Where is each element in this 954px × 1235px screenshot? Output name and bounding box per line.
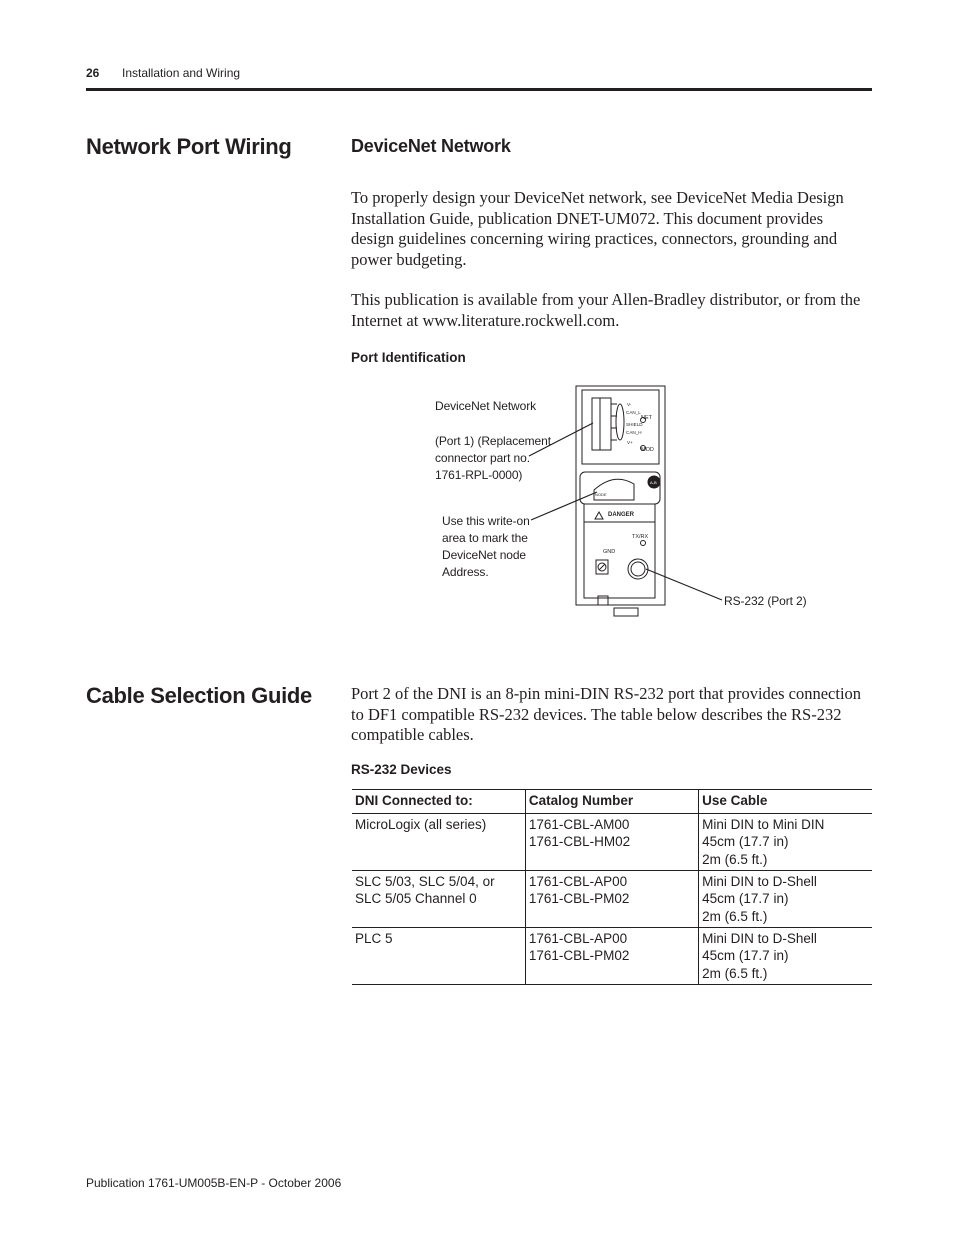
label-can-l: CAN_L [626,410,641,415]
running-header: Installation and Wiring [122,66,241,80]
port-identification-title: Port Identification [351,350,466,365]
label-gnd: GND [603,549,616,555]
cell-line: 1761-CBL-AP00 [528,873,628,889]
label-mod: MOD [641,447,654,453]
table-row [352,927,872,984]
callout-devicenet-network: DeviceNet Network [435,399,536,413]
label-danger: DANGER [608,512,635,518]
label-shield: SHIELD [626,422,643,427]
label-logo: A-B [650,480,657,485]
cell-device [352,927,525,984]
cell-line: 2m (6.5 ft.) [702,908,768,924]
cell-line: 45cm (17.7 in) [702,834,789,849]
table-row [352,813,872,870]
rs232-cable-table [352,789,872,985]
cell-cable [699,813,872,870]
leader-rs232 [646,569,722,600]
column-header-dni: DNI Connected to: [352,790,525,814]
devicenet-paragraph-2: This publication is available from your Allen-Bradley distributor, or from the Internet at www.literature.rockwell.com. [351,290,861,330]
cell-line: 1761-CBL-PM02 [528,948,630,963]
publication-footer: Publication 1761-UM005B-EN-P - October 2006 [86,1176,342,1190]
cell-device [352,813,525,870]
callout-write-on-line: area to mark the [442,531,528,545]
din-clip [614,608,638,616]
label-net: NET [641,415,652,421]
callout-port1-line: connector part no. [435,451,530,465]
cell-catalog [525,813,698,870]
cell-line: Mini DIN to Mini DIN [702,816,825,832]
cell-catalog [525,927,698,984]
cell-line: PLC 5 [355,930,393,946]
network-port-wiring-heading: Network Port Wiring [86,134,292,159]
callout-write-on-line: Address. [442,565,489,579]
cable-selection-guide-heading: Cable Selection Guide [86,683,312,708]
cell-line: 1761-CBL-AM00 [528,816,630,832]
callout-write-on-line: DeviceNet node [442,548,526,562]
cell-line: Mini DIN to D-Shell [702,930,817,946]
dni-module-illustration [520,380,730,630]
rs232-devices-title: RS-232 Devices [351,762,452,777]
devicenet-paragraph-1: To properly design your DeviceNet network, see DeviceNet Media Design Installation Guide, publication DNET-UM072. This document provides design guidelines concerning wiring practices, connectors, grounding and power budgeting. [351,188,844,269]
callout-write-on-line: Use this write-on [442,514,530,528]
label-txrx: TX/RX [632,534,649,540]
warning-triangle-icon [595,512,603,519]
cell-line: 45cm (17.7 in) [702,948,789,963]
label-v-minus: V- [627,402,632,407]
cell-line: 1761-CBL-HM02 [528,834,631,849]
cell-line: 2m (6.5 ft.) [702,851,768,867]
cell-line: 1761-CBL-PM02 [528,891,630,906]
column-header-cable: Use Cable [699,790,872,814]
column-header-catalog: Catalog Number [525,790,698,814]
cell-line: SLC 5/03, SLC 5/04, or [355,873,495,889]
callout-rs232-port2: RS-232 (Port 2) [724,594,807,608]
cell-line: 1761-CBL-AP00 [528,930,628,946]
callout-write-on-area [442,513,530,581]
devicenet-terminal-block [592,398,611,450]
txrx-led [641,541,646,546]
label-can-h: CAN_H [626,430,642,435]
callout-port1-line: (Port 1) (Replacement [435,434,551,448]
cell-line: Mini DIN to D-Shell [702,873,817,889]
table-header-row [352,790,872,814]
table-row [352,870,872,927]
cell-cable [699,927,872,984]
header-rule [86,88,872,91]
cell-line: 2m (6.5 ft.) [702,965,768,981]
cell-line: MicroLogix (all series) [355,816,487,832]
label-v-plus: V+ [627,440,633,445]
leader-write-on-area [531,492,597,520]
cell-line: SLC 5/05 Channel 0 [355,891,477,906]
page-number: 26 [86,66,100,80]
callout-port1-line: 1761-RPL-0000) [435,468,523,482]
cell-line: 45cm (17.7 in) [702,891,789,906]
cell-cable [699,870,872,927]
devicenet-network-subheading: DeviceNet Network [351,136,511,156]
cable-selection-paragraph: Port 2 of the DNI is an 8-pin mini-DIN RS-232 port that provides connection to DF1 compatible RS-232 devices. The table below describes the RS-232 compatible cables. [351,684,862,744]
leader-devicenet-port [529,423,593,456]
cell-device [352,870,525,927]
cell-catalog [525,870,698,927]
label-node: NODE [595,492,607,497]
